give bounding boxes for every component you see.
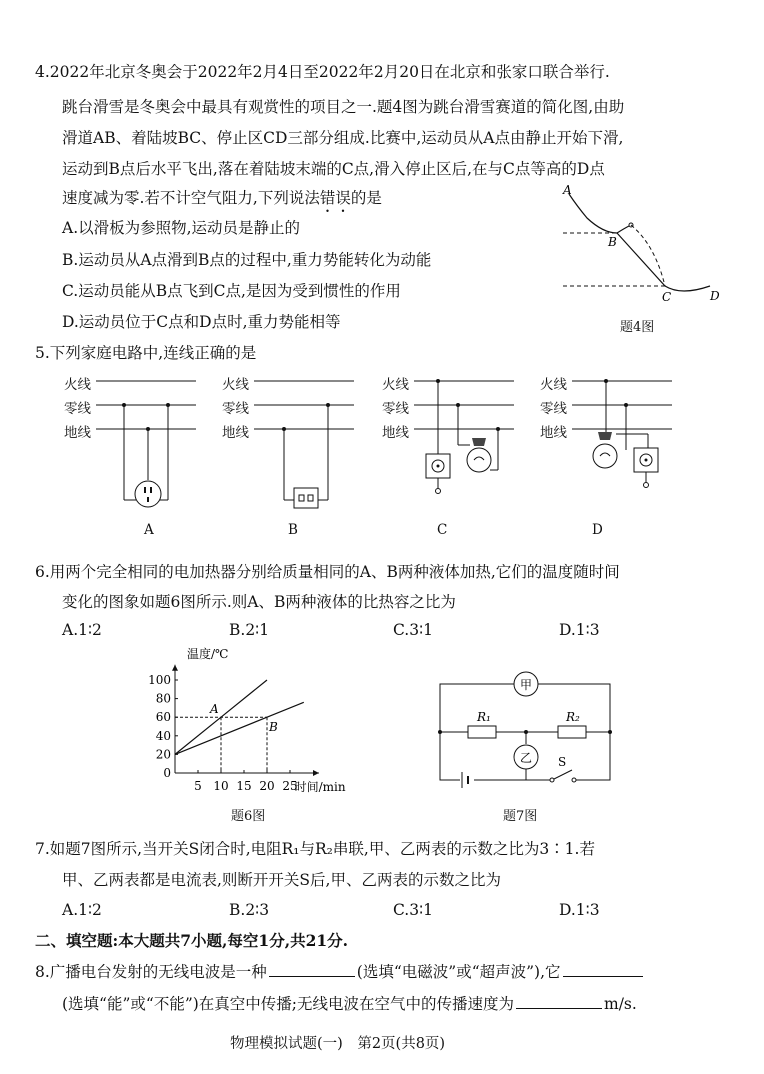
- q6-option-a[interactable]: A.1∶2: [62, 621, 102, 639]
- q7-option-b[interactable]: B.2∶3: [229, 901, 270, 919]
- live-wire-label-d: 火线: [540, 377, 567, 393]
- q8-blank-3[interactable]: [516, 994, 602, 1009]
- q4-option-a[interactable]: A.以滑板为参照物,运动员是静止的: [62, 219, 301, 237]
- x-tick-label: 5: [194, 779, 202, 793]
- x-axis-arrow: [313, 770, 319, 776]
- x-tick-label: 20: [259, 779, 275, 793]
- figure-6-caption: 题6图: [231, 809, 266, 824]
- neutral-wire-label-c: 零线: [382, 401, 409, 417]
- ground-wire-label-c: 地线: [382, 425, 409, 441]
- point-b-label: B: [608, 235, 617, 249]
- option-label-c[interactable]: C: [437, 522, 448, 538]
- live-wire-label-b: 火线: [222, 377, 249, 393]
- q4-line-4: 运动到B点后水平飞出,落在着陆坡末端的C点,滑入停止区后,在与C点等高的D点: [62, 160, 605, 178]
- y-tick-label: 60: [155, 710, 171, 725]
- q6-line-2: 变化的图象如题6图所示.则A、B两种液体的比热容之比为: [62, 593, 456, 611]
- q6-option-c[interactable]: C.3∶1: [393, 621, 433, 639]
- q4-line-3: 滑道AB、着陆坡BC、停止区CD三部分组成.比赛中,运动员从A点由静止开始下滑,: [62, 129, 624, 147]
- q8-line-2: [62, 994, 637, 1014]
- neutral-wire-label-d: 零线: [540, 401, 567, 417]
- point-a-label: A: [563, 183, 572, 197]
- q4-option-c[interactable]: C.运动员能从B点飞到C点,是因为受到惯性的作用: [62, 282, 401, 300]
- q4-option-d[interactable]: D.运动员位于C点和D点时,重力势能相等: [62, 313, 341, 331]
- r1-label: R₁: [477, 710, 491, 724]
- q8-line-2-a: (选填“能”或“不能”)在真空中传播;无线电波在空气中的传播速度为: [62, 995, 515, 1013]
- y-tick-label: 100: [148, 673, 171, 687]
- q5-stem: 5.下列家庭电路中,连线正确的是: [35, 344, 257, 362]
- y-tick-label: 80: [155, 691, 171, 706]
- point-c-label: C: [662, 290, 672, 304]
- q8-blank-1[interactable]: [269, 962, 355, 977]
- q4-line-2: 跳台滑雪是冬奥会中最具有观赏性的项目之一.题4图为跳台滑雪赛道的简化图,由助: [62, 98, 625, 116]
- temperature-time-chart: [140, 646, 365, 796]
- option-label-b[interactable]: B: [288, 522, 298, 538]
- circuit-c: [410, 370, 530, 520]
- series-a-label: A: [210, 702, 219, 717]
- neutral-wire-label-b: 零线: [222, 401, 249, 417]
- q4-line-1: 4.2022年北京冬奥会于2022年2月4日至2022年2月20日在北京和张家口联合举行.: [35, 63, 610, 81]
- y-axis-label: 温度/℃: [187, 647, 229, 661]
- switch-s-label: S: [558, 755, 567, 769]
- q7-option-c[interactable]: C.3∶1: [393, 901, 433, 919]
- q7-line-1: 7.如题7图所示,当开关S闭合时,电阻R₁与R₂串联,甲、乙两表的示数之比为3∶1.若: [35, 840, 595, 858]
- x-tick-label: 15: [236, 779, 252, 793]
- ground-wire-label-a: 地线: [64, 425, 91, 441]
- y-tick-label: 40: [155, 728, 171, 743]
- y-tick-label: 20: [155, 747, 171, 762]
- q7-line-2: 甲、乙两表都是电流表,则断开开关S后,甲、乙两表的示数之比为: [62, 871, 501, 889]
- x-tick-label: 10: [213, 779, 229, 793]
- q8-line-1-b: (选填“电磁波”或“超声波”),它: [356, 963, 561, 981]
- series-line-b: [175, 702, 304, 754]
- figure-7-caption: 题7图: [503, 809, 538, 824]
- section-2-heading: 二、填空题:本大题共7小题,每空1分,共21分.: [35, 931, 349, 950]
- q4-line-5-prefix: 速度减为零.若不计空气阻力,下列说法: [62, 189, 320, 207]
- x-axis-label: 时间/min: [294, 780, 346, 794]
- q7-option-a[interactable]: A.1∶2: [62, 901, 102, 919]
- q6-option-d[interactable]: D.1∶3: [559, 621, 600, 639]
- neutral-wire-label-a: 零线: [64, 401, 91, 417]
- point-d-label: D: [710, 289, 720, 303]
- circuit-b: [250, 370, 360, 510]
- series-b-label: B: [269, 720, 278, 735]
- q4-line-5: [62, 188, 382, 216]
- q8-line-1: [35, 962, 645, 982]
- q8-line-1-a: 8.广播电台发射的无线电波是一种: [35, 963, 267, 981]
- q8-line-2-b: m/s.: [604, 995, 637, 1013]
- q6-line-1: 6.用两个完全相同的电加热器分别给质量相同的A、B两种液体加热,它们的温度随时间: [35, 563, 620, 581]
- live-wire-label-c: 火线: [382, 377, 409, 393]
- x-tick-label: 25: [282, 779, 298, 793]
- meter-jia-label: 甲: [519, 678, 533, 692]
- figure-4-caption: 题4图: [620, 320, 655, 335]
- y-axis-arrow: [172, 665, 178, 671]
- q8-blank-2[interactable]: [563, 962, 643, 977]
- y-tick-label: 0: [163, 766, 171, 780]
- circuit-d: [568, 370, 688, 520]
- option-label-d[interactable]: D: [592, 522, 603, 538]
- page-footer: 物理模拟试题(一) 第2页(共8页): [230, 1036, 446, 1052]
- ground-wire-label-d: 地线: [540, 425, 567, 441]
- ground-wire-label-b: 地线: [222, 425, 249, 441]
- q4-line-5-suffix: 的是: [350, 189, 382, 207]
- q7-option-d[interactable]: D.1∶3: [559, 901, 600, 919]
- live-wire-label-a: 火线: [64, 377, 91, 393]
- meter-yi-label: 乙: [519, 751, 533, 765]
- r2-label: R₂: [566, 710, 580, 724]
- q6-option-b[interactable]: B.2∶1: [229, 621, 270, 639]
- circuit-7-diagram: [430, 668, 620, 788]
- q4-option-b[interactable]: B.运动员从A点滑到B点的过程中,重力势能转化为动能: [62, 251, 432, 269]
- ski-jump-diagram: [555, 180, 730, 310]
- option-label-a[interactable]: A: [144, 522, 154, 538]
- q4-emphasis-word: 错误: [319, 189, 351, 207]
- circuit-a: [92, 370, 202, 510]
